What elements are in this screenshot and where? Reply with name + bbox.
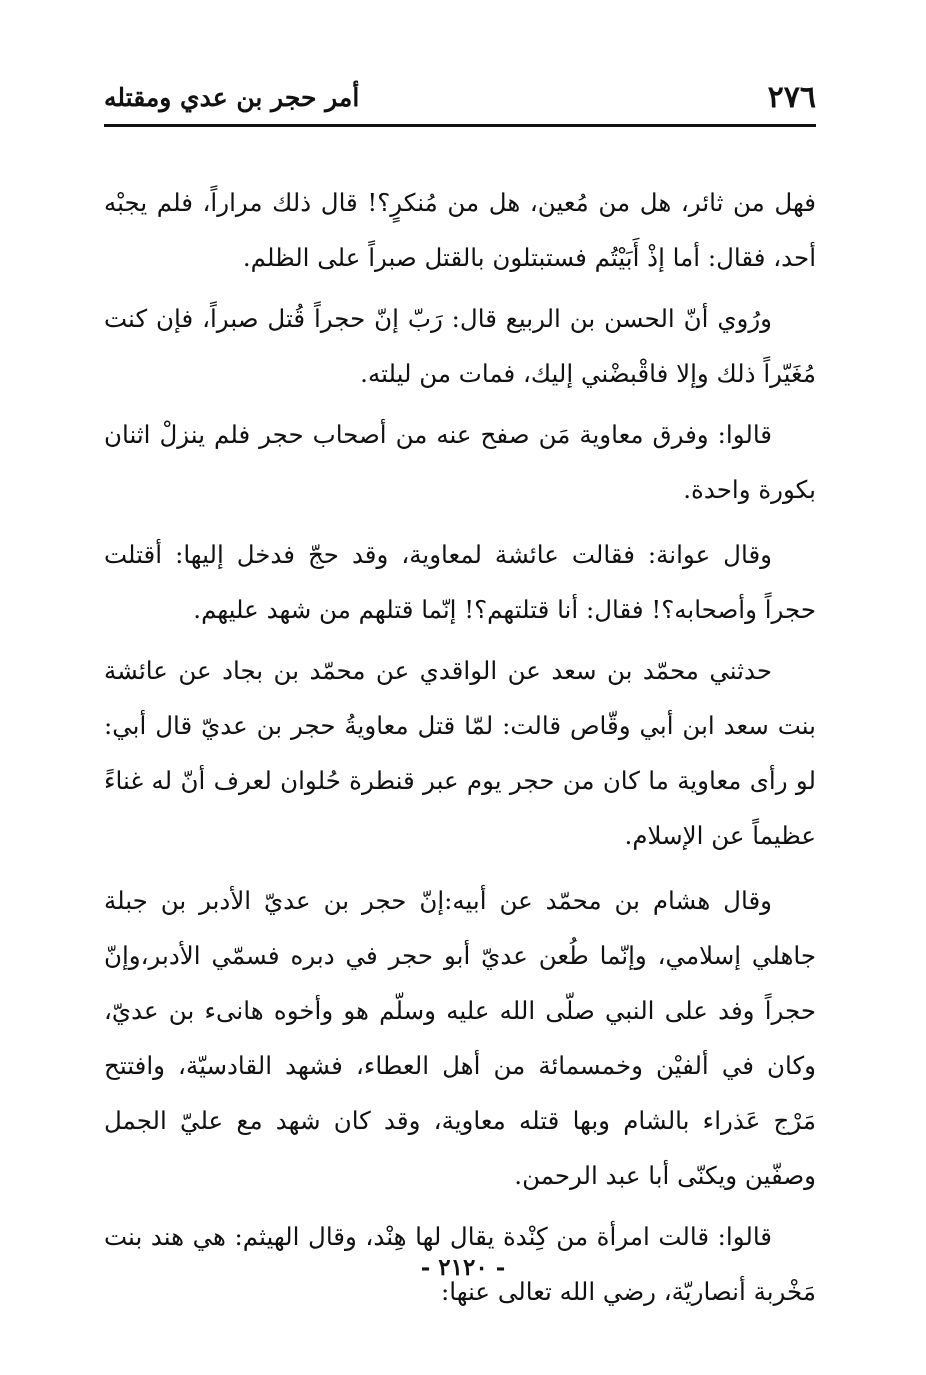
paragraph-1: فهل من ثائر، هل من مُعين، هل من مُنكرٍ؟! قال ذلك مراراً، فلم يجبْه أحد، فقال: أما إذْ أَبَيْتُم فستبتلون بالقتل صبراً على الظلم.: [104, 188, 816, 272]
paragraph-2: ورُوي أنّ الحسن بن الربيع قال: رَبّ إنّ حجراً قُتل صبراً، فإن كنت مُغَيّراً ذلك وإلا فاقْبضْني إليك، فمات من ليلته.: [104, 304, 816, 388]
page-header: [104, 78, 816, 118]
folio-number: - ٢١٢٠ -: [420, 1254, 506, 1281]
paragraph-6: وقال هشام بن محمّد عن أبيه:إنّ حجر بن عديّ الأدبر بن جبلة جاهلي إسلامي، وإنّما طُعن عديّ أبو حجر في دبره فسمّي الأدبر،وإنّ حجراً وفد على النبي صلّى الله عليه وسلّم هو وأخوه هانىء بن عديّ، وكان في ألفيْن وخمسمائة من أهل العطاء، فشهد القادسيّة، وافتتح مَرْج عَذراء بالشام وبها قتله معاوية، وقد كان شهد مع عليّ الجمل وصفّين ويكنّى أبا عبد الرحمن.: [104, 886, 816, 1190]
page-number: ٢٧٦: [767, 80, 816, 115]
paragraph-4: وقال عوانة: فقالت عائشة لمعاوية، وقد حجّ فدخل إليها: أقتلت حجراً وأصحابه؟! فقال: أنا قتلتهم؟! إنّما قتلهم من شهد عليهم.: [104, 540, 816, 624]
header-divider: [104, 124, 816, 127]
running-title: أمر حجر بن عدي ومقتله: [104, 83, 360, 112]
body-text: [104, 175, 816, 1325]
paragraph-7: قالوا: قالت امرأة من كِنْدة يقال لها هِنْد، وقال الهيثم: هي هند بنت مَخْربة أنصاريّة، رضي الله تعالى عنها:: [104, 1222, 816, 1306]
paragraph-3: قالوا: وفرق معاوية مَن صفح عنه من أصحاب حجر فلم ينزلْ اثنان بكورة واحدة.: [104, 420, 816, 504]
paragraph-5: حدثني محمّد بن سعد عن الواقدي عن محمّد بن بجاد عن عائشة بنت سعد ابن أبي وقّاص قالت: لمّا قتل معاويةُ حجر بن عديّ قال أبي: لو رأى معاوية ما كان من حجر يوم عبر قنطرة حُلوان لعرف أنّ له غناءً عظيماً عن الإسلام.: [104, 656, 816, 850]
